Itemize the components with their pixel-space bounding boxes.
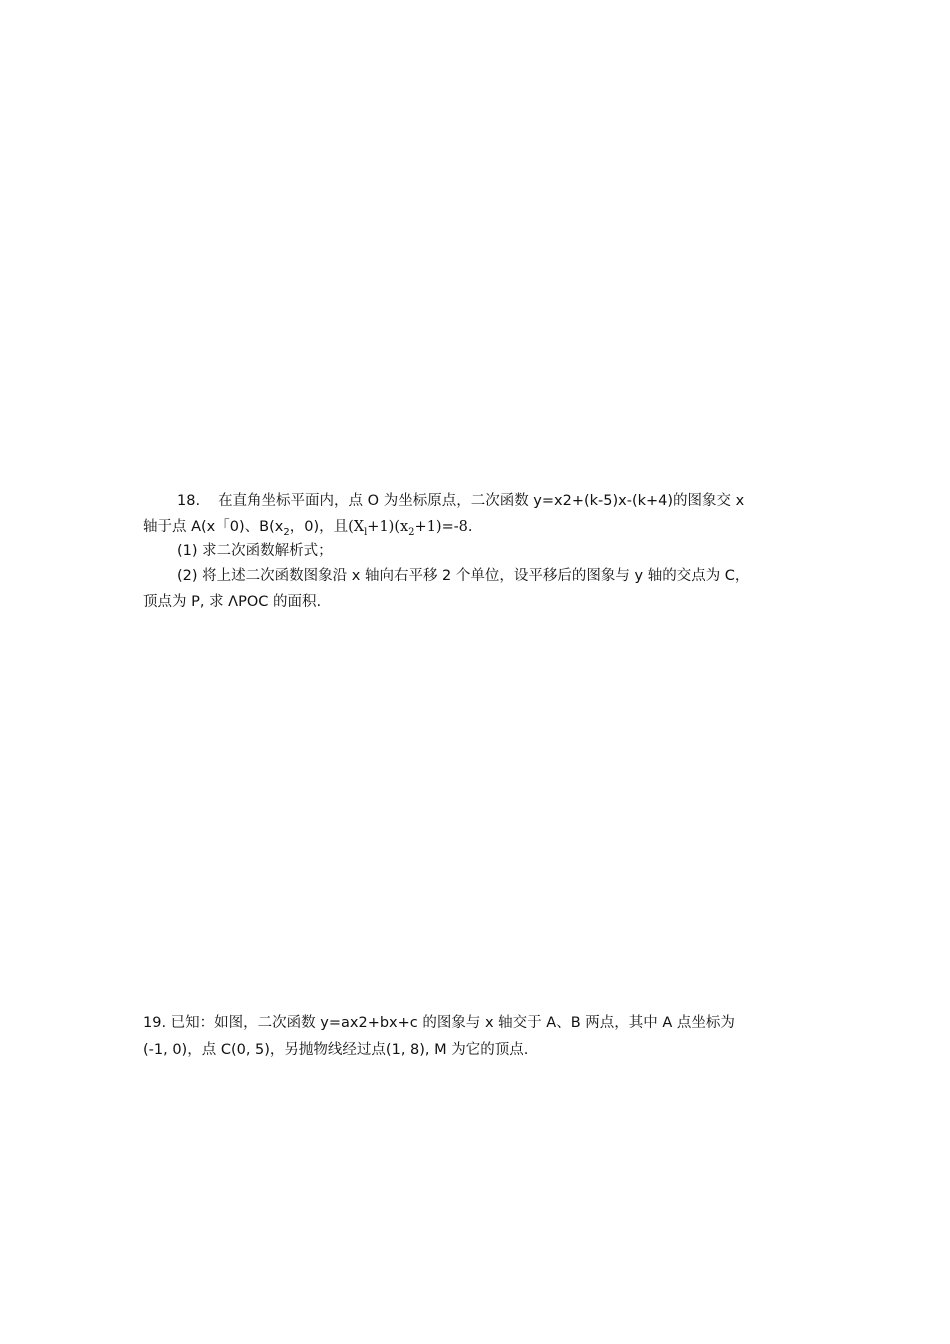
problem-18-line-1 [177, 491, 744, 511]
problem-18-sub-c: l [364, 526, 368, 538]
problem-18-sub-d: 2 [408, 526, 415, 538]
problem-18-sub-a: 2 [283, 526, 290, 538]
problem-18-part-1: (1) 求二次函数解析式； [177, 543, 333, 559]
problem-18-part-2-line-2: 顶点为 P, 求 ΛPOC 的面积. [143, 594, 322, 610]
problem-18-text-1: 在直角坐标平面内，点 O 为坐标原点，二次函数 y=x2+(k-5)x-(k+4)的图象交 x [218, 493, 745, 509]
problem-18-text-2b: ，0)，且 [289, 519, 349, 535]
problem-18-number: 18. [177, 493, 201, 509]
problem-18-part-2-line-1: (2) 将上述二次函数图象沿 x 轴向右平移 2 个单位，设平移后的图象与 y 轴的交点为 C， [177, 568, 750, 584]
problem-18-text-2e: +1)=-8. [414, 519, 473, 535]
problem-18-text-2a: 轴于点 A(x「0)、B(x [143, 519, 284, 535]
problem-18-line-2 [143, 517, 472, 543]
problem-19-line-2: (-1, 0)，点 C(0, 5)，另抛物线经过点(1, 8), M 为它的顶点. [143, 1042, 529, 1058]
problem-18-text-2c: (X [348, 519, 365, 535]
problem-19-line-1: 19. 已知：如图，二次函数 y=ax2+bx+c 的图象与 x 轴交于 A、B 两点，其中 A 点坐标为 [143, 1015, 735, 1031]
problem-18-text-2d: +1)(x [367, 519, 409, 535]
